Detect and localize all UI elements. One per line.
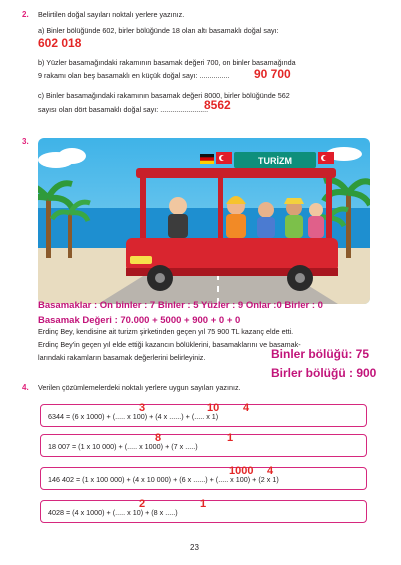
handwritten-answer: 10	[207, 402, 220, 414]
equation-text: 4028 = (4 x 1000) + (..... x 10) + (8 x .....)	[48, 508, 178, 517]
handwritten-answer: 8	[155, 432, 162, 444]
handwritten-answer: 3	[139, 402, 146, 414]
tour-bus-illustration	[38, 138, 370, 304]
handwritten-answer: 1000	[229, 465, 254, 477]
handwritten-thousands-group: Binler bölüğü: 75	[271, 347, 370, 361]
q2-a-text: a) Binler bölüğünde 602, birler bölüğünde 18 olan altı basamaklı doğal sayı:	[38, 26, 279, 35]
q2-c-text-line1: c) Binler basamağındaki rakamının basamak değeri 8000, birler bölüğünde 562	[38, 91, 290, 100]
tour-sign-text: TURİZM	[258, 156, 292, 166]
equation-text: 146 402 = (1 x 100 000) + (4 x 10 000) + (6 x ......) + (..... x 100) + (2 x 1)	[48, 475, 279, 484]
q2-b-text-line2: 9 rakamı olan beş basamaklı en küçük doğal sayı: ...............	[38, 71, 230, 80]
handwritten-answer: 4	[267, 465, 274, 477]
handwritten-values-note: Basamak Değeri : 70.000 + 5000 + 900 + 0 + 0	[38, 315, 241, 326]
equation-box	[40, 467, 367, 490]
question-3-number: 3.	[22, 137, 29, 146]
handwritten-answer: 1	[200, 498, 207, 510]
q2-c-answer: 8562	[204, 98, 231, 112]
q3-text-line2: Erdinç Bey'in geçen yıl elde ettiği kazancın bölüklerini, basamaklarını ve basamak-	[38, 340, 301, 349]
q2-b-answer: 90 700	[254, 67, 291, 81]
handwritten-answer: 1	[227, 432, 234, 444]
question-2-instruction: Belirtilen doğal sayıları noktalı yerlere yazınız.	[38, 10, 185, 19]
q2-a-answer: 602 018	[38, 36, 82, 50]
equation-text: 18 007 = (1 x 10 000) + (..... x 1000) + (7 x .....)	[48, 442, 198, 451]
q3-text-line3: larındaki rakamların basamak değerlerini belirleyiniz.	[38, 353, 206, 362]
handwritten-answer: 4	[243, 402, 250, 414]
handwritten-answer: 2	[139, 498, 146, 510]
equation-box	[40, 500, 367, 523]
question-4-instruction: Verilen çözümlemelerdeki noktalı yerlere uygun sayıları yazınız.	[38, 383, 241, 392]
equation-text: 6344 = (6 x 1000) + (..... x 100) + (4 x ......) + (..... x 1)	[48, 412, 219, 421]
q3-text-line1: Erdinç Bey, kendisine ait turizm şirketinden geçen yıl 75 900 TL kazanç elde etti.	[38, 327, 294, 336]
handwritten-digits-note: Basamaklar : On binler : 7 Binler : 5 Yüzler : 9 Onlar :0 Birler : 0	[38, 300, 323, 311]
q2-b-text-line1: b) Yüzler basamağındaki rakamının basamak değeri 700, on binler basamağında	[38, 58, 296, 67]
page-number: 23	[190, 543, 199, 552]
handwritten-ones-group: Birler bölüğü : 900	[271, 366, 377, 380]
equation-box	[40, 434, 367, 457]
question-2-number: 2.	[22, 10, 29, 19]
q2-c-text-line2: sayısı olan dört basamaklı doğal sayı: ........................	[38, 105, 209, 114]
question-4-number: 4.	[22, 383, 29, 392]
equation-box	[40, 404, 367, 427]
